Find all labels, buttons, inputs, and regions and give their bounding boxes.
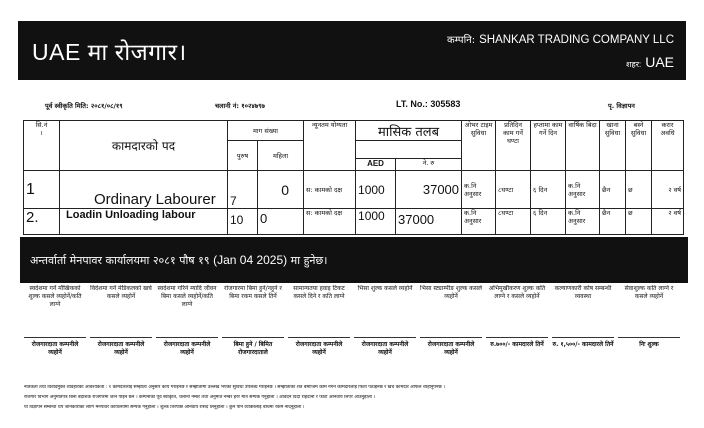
fee-header: सेवाशुल्क कति लाग्ने र कसले व्यहोर्ने (624, 285, 674, 300)
fee-value: रोजगारदाता कम्पनीले व्यहोर्ने (288, 337, 350, 377)
row-aed: 1000 (356, 171, 396, 209)
col-food-header: खाना सुविधा (600, 121, 626, 171)
country-label: शहर: (626, 60, 642, 69)
col-accommodation-header: बस्ने सुविधा (626, 121, 652, 171)
row-leave: क.नि अनुसार (566, 209, 600, 235)
lot-number: LT. No.: 305583 (396, 99, 461, 109)
page-title: UAE मा रोजगार। (32, 39, 187, 65)
reference-number: चलानी नं: १०२४७९७ (215, 102, 265, 110)
table-row (24, 171, 684, 209)
fee-column (90, 285, 152, 380)
fee-value: रोजगारदाता कम्पनीले व्यहोर्ने (90, 337, 152, 377)
row-accommodation: छ (626, 209, 652, 235)
fee-column (552, 285, 614, 380)
row-aed: 1000 (356, 209, 396, 235)
fee-header: स्वदेशमा गरिने म्यादि जीवन बिमा कसले व्यहोर्ने/कति लाग्ने (157, 285, 217, 308)
fee-header: सामान्यतया हवाइ टिकट कसले दिने र कति लाग्ने (293, 285, 345, 300)
row-food: छैन (600, 209, 626, 235)
header-bar (18, 21, 686, 80)
interview-banner (20, 237, 688, 283)
row-days: ६ दिन (531, 209, 566, 235)
company-name: SHANKAR TRADING COMPANY LLC (479, 34, 674, 46)
row-contract: २ वर्ष (652, 171, 684, 209)
row-overtime: क.नि अनुसार (462, 171, 496, 209)
fees-section (24, 285, 684, 380)
col-days-header: हप्तामा काम गर्ने दिन (531, 121, 566, 171)
footnote-line-1: नैतिकता तथा विवादमुक्त व्यवहारको आवश्यकता : १ कामदारलाई सम्झौता अनुसार कार्य गराइनेछ र सम्झौतामा उल्लेख भएका सुविधा उपलब्ध गराइनेछ । सम्झौताका शर्त बमोजिम काम नगर्ने कामदारलाई फिर्ता पठाइनेछ र खर्च कामदार आफैंले व्यहोर्नुपर्नेछ । (24, 385, 445, 390)
row-hours: ८घण्टा (496, 171, 531, 209)
row-male: 7 (228, 171, 258, 209)
fee-column (156, 285, 218, 380)
fee-header: रोजगारमा बिमा हुने/नहुने र बिमा रकम कसले तिर्ने (224, 285, 282, 300)
row-position: Ordinary Labourer (60, 171, 228, 209)
col-contract-header: करार अवधि (652, 121, 684, 171)
fee-value: रोजगारदाता कम्पनीले व्यहोर्ने (420, 337, 482, 377)
row-sn: 2. (24, 209, 60, 235)
fee-value: रोजगारदाता कम्पनीले व्यहोर्ने (24, 337, 86, 377)
fee-column (618, 285, 680, 380)
jobs-table (23, 120, 684, 235)
fee-column (24, 285, 86, 380)
col-hours-header: प्रतिदिन काम गर्ने घण्टा (496, 121, 531, 171)
col-npr-header: ने. रु (396, 159, 462, 171)
fee-value: रोजगारदाता कम्पनीले व्यहोर्ने (156, 337, 218, 377)
ad-type: पृ. विज्ञापन (608, 102, 635, 110)
table-row (24, 209, 684, 235)
row-qualification: स: कामको दक्ष (304, 171, 356, 209)
col-female-header: महिला (258, 141, 304, 171)
row-leave: क.नि अनुसार (566, 171, 600, 209)
row-days: ६ दिन (531, 171, 566, 209)
row-hours: ८घण्टा (496, 209, 531, 235)
fee-header: कल्याणकारी कोष सम्बन्धी व्यवस्था (554, 285, 612, 300)
row-female: 0 (258, 171, 304, 209)
fee-header: स्वदेशमा गर्ने मौखिकको शुल्क कसले व्यहोर्ने/कति लाग्ने (28, 285, 82, 308)
col-sn-header: सि.नं । (24, 121, 60, 171)
pre-approval-date: पूर्व स्वीकृति मिति: २०८१/०८/१९ (45, 102, 123, 110)
fee-value: रु.७००/- कामदारले तिर्ने (486, 337, 548, 377)
fee-value: रोजगारदाता कम्पनीले व्यहोर्ने (354, 337, 416, 377)
row-overtime: क.नि अनुसार (462, 209, 496, 235)
row-contract: २ वर्ष (652, 209, 684, 235)
fee-column (354, 285, 416, 380)
row-npr: 37000 (396, 171, 462, 209)
col-male-header: पुरुष (228, 141, 258, 171)
row-position: Loadin Unloading labour (60, 209, 228, 235)
fee-header: भिसा स्ट्याम्पीङ शुल्क कसले व्यहोर्ने (420, 285, 482, 300)
footnote-line-3: यो विज्ञापन सम्बन्धी थप जानकारीका लागि मेनपावर कार्यालयमा सम्पर्क गर्नुहोला । शुल्क तिरेपछि अनिवार्य रसिद लिनुहोला । कुनै पनि व्यक्तिलाई बीचमा रकम नदिनुहोला । (24, 405, 305, 410)
fee-column (486, 285, 548, 380)
col-demand-header: माग संख्या (228, 121, 304, 141)
interview-text: अन्तर्वार्ता मेनपावर कार्यालयमा २०८१ पौष १९ (Jan 04 2025) मा हुनेछ। (30, 253, 328, 267)
fee-header: अभिमुखीकरण शुल्क कति लाग्ने र कसले व्यहोर्ने (488, 285, 546, 300)
col-overtime-header: ओभर टाइम सुविधा (462, 121, 496, 171)
footnote-line-2: रोजगार विभाग अनुमतिपत्र बिना बैदेशिक रोजगारमा जान पाइने छैन । कम्पनीको पूर्व स्वीकृति, चलानी नम्बर तथा अनुमति नम्बर हेरेर मात्र सम्पर्क गर्नुहोला । आवेदन दिंदा राहदानी र फोटो अनिवार्य लिएर आउनुहोला । (24, 395, 376, 400)
fee-value: बिमा हुने / बिमित रोजगारदाताले (222, 337, 284, 377)
row-food: छैन (600, 171, 626, 209)
fee-value: रु. १,५००/- कामदारले तिर्ने (552, 337, 614, 377)
col-aed-header: AED (356, 159, 396, 171)
fee-header: भिसा शुल्क कसले व्यहोर्ने (357, 285, 413, 292)
col-salary-header: मासिक तलब (356, 121, 462, 141)
row-female: 0 (258, 209, 304, 235)
company-label: कम्पनि: (447, 35, 476, 46)
country-name: UAE (645, 54, 674, 70)
country-line (626, 54, 674, 70)
row-qualification: स: कामको दक्ष (304, 209, 356, 235)
fee-value: निः शुल्क (618, 337, 680, 377)
row-npr: 37000 (396, 209, 462, 235)
fee-column (222, 285, 284, 380)
col-position-header: कामदारको पद (60, 121, 228, 171)
fee-header: विदेशमा गर्ने मेडिकलको खर्च कसले व्यहोर्ने (90, 285, 152, 300)
row-accommodation: छ (626, 171, 652, 209)
col-leave-header: वार्षिक बिदा (566, 121, 600, 171)
fee-column (420, 285, 482, 380)
company-line (447, 32, 674, 46)
row-male: 10 (228, 209, 258, 235)
col-qualification-header: न्यूनतम योग्यता (304, 121, 356, 171)
fee-column (288, 285, 350, 380)
row-sn: 1 (24, 171, 60, 209)
